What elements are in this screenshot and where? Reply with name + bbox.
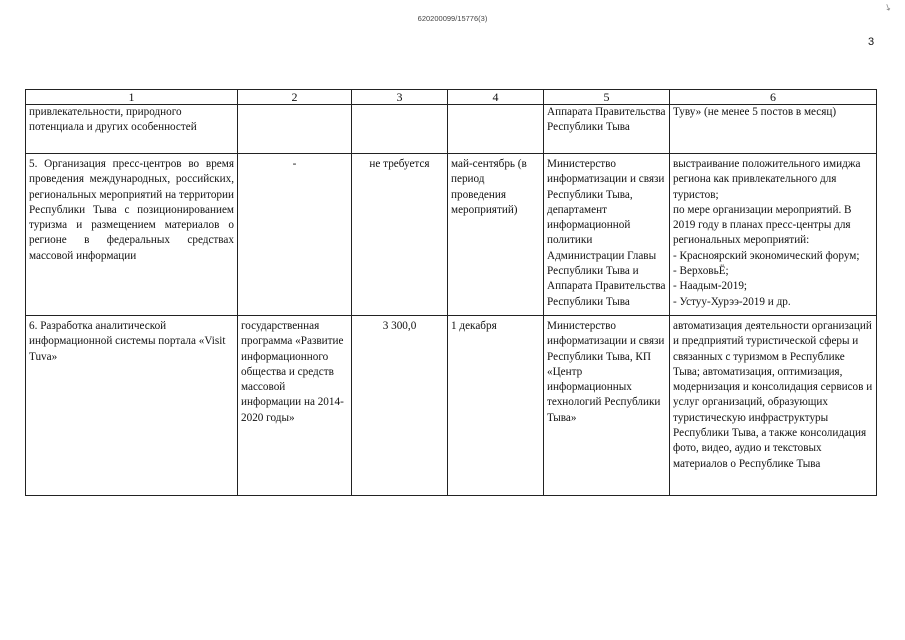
column-number: 5	[544, 90, 670, 105]
result-line: выстраивание положительного имиджа региона как привлекательного для туристов;	[673, 158, 861, 201]
page-number: 3	[868, 36, 875, 48]
responsible-cell: Аппарата Правительства Республики Тыва	[544, 105, 670, 154]
program-cell: -	[238, 154, 352, 316]
corner-mark: ↘	[882, 0, 894, 14]
program-cell	[238, 105, 352, 154]
deadline-cell: 1 декабря	[448, 316, 544, 496]
column-number: 4	[448, 90, 544, 105]
result-line: - Красноярский экономический форум;	[673, 249, 860, 262]
column-number: 6	[670, 90, 877, 105]
table-row	[26, 154, 877, 316]
deadline-cell: май-сентябрь (в период проведения мероприятий)	[448, 154, 544, 316]
result-cell	[670, 154, 877, 316]
program-cell: государственная программа «Развитие информационного общества и средств массовой информации на 2014-2020 годы»	[238, 316, 352, 496]
funding-cell	[352, 105, 448, 154]
deadline-cell	[448, 105, 544, 154]
column-number: 2	[238, 90, 352, 105]
funding-cell: не требуется	[352, 154, 448, 316]
table-header-row	[26, 90, 877, 105]
result-line: - ВерховьЁ;	[673, 265, 729, 278]
measures-table	[25, 89, 877, 496]
table-row	[26, 316, 877, 496]
document-code: 620200099/15776(3)	[417, 14, 488, 23]
measure-cell: 6. Разработка аналитической информационной системы портала «Visit Tuva»	[26, 316, 238, 496]
table-row	[26, 105, 877, 154]
result-line: - Устуу-Хурээ-2019 и др.	[673, 295, 791, 308]
result-cell: автоматизация деятельности организаций и предприятий туристической сферы и связанных с туризмом в Республике Тыва; автоматизация, оптимизация, модернизация и консолидация сервисов и услуг организаций, образующих туристическую инфраструктуры Республики Тыва, а также консолидация фото, видео, аудио и текстовых материалов о Республике Тыва	[670, 316, 877, 496]
result-line: - Наадым-2019;	[673, 280, 748, 293]
measure-cell: привлекательности, природного потенциала и других особенностей	[26, 105, 238, 154]
funding-cell: 3 300,0	[352, 316, 448, 496]
result-cell: Туву» (не менее 5 постов в месяц)	[670, 105, 877, 154]
measure-cell: 5. Организация пресс-центров во время проведения международных, российских, региональных мероприятий на территории Республики Тыва с позиционированием туризма и размещением материалов о регионе в федеральных средствах массовой информации	[26, 154, 238, 316]
column-number: 1	[26, 90, 238, 105]
responsible-cell: Министерство информатизации и связи Республики Тыва, КП «Центр информационных технологий Республики Тыва»	[544, 316, 670, 496]
responsible-cell: Министерство информатизации и связи Республики Тыва, департамент информационной политики Администрации Главы Республики Тыва и Аппарата Правительства Республики Тыва	[544, 154, 670, 316]
result-line: по мере организации мероприятий. В 2019 году в планах пресс-центры для региональных мероприятий:	[673, 203, 852, 247]
column-number: 3	[352, 90, 448, 105]
